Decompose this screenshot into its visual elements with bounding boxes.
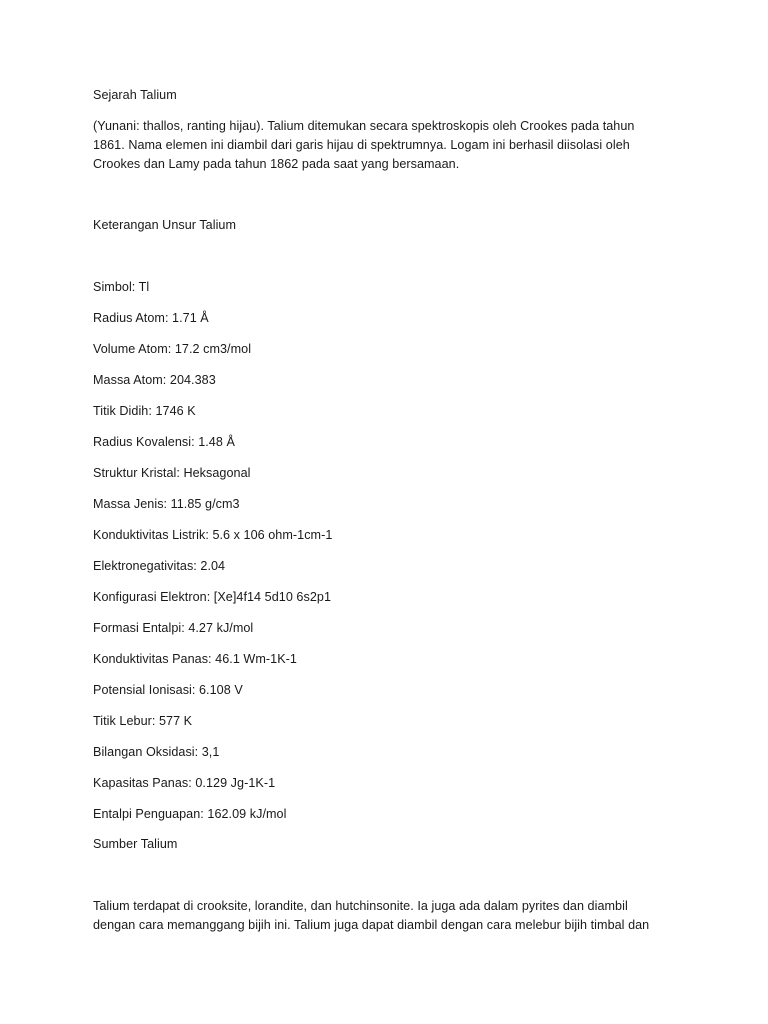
property-line: Konduktivitas Listrik: 5.6 x 106 ohm-1cm-1 (93, 528, 333, 542)
property-line: Kapasitas Panas: 0.129 Jg-1K-1 (93, 776, 276, 790)
property-line: Konfigurasi Elektron: [Xe]4f14 5d10 6s2p1 (93, 590, 331, 604)
source-paragraph-line: dengan cara memanggang bijih ini. Talium juga dapat diambil dengan cara melebur bijih timbal dan (93, 918, 650, 932)
property-line: Struktur Kristal: Heksagonal (93, 466, 251, 480)
property-line: Elektronegativitas: 2.04 (93, 559, 226, 573)
property-line: Massa Atom: 204.383 (93, 373, 216, 387)
source-paragraph-line: Talium terdapat di crooksite, lorandite, dan hutchinsonite. Ia juga ada dalam pyrites dan diambil (93, 899, 628, 913)
property-line: Simbol: Tl (93, 280, 150, 294)
property-line: Potensial Ionisasi: 6.108 V (93, 683, 243, 697)
property-line: Entalpi Penguapan: 162.09 kJ/mol (93, 807, 287, 821)
property-line: Radius Kovalensi: 1.48 Å (93, 435, 235, 449)
property-line: Konduktivitas Panas: 46.1 Wm-1K-1 (93, 652, 297, 666)
history-paragraph-line: 1861. Nama elemen ini diambil dari garis hijau di spektrumnya. Logam ini berhasil diisolasi oleh (93, 138, 630, 152)
document-title: Sejarah Talium (93, 88, 177, 102)
property-line: Massa Jenis: 11.85 g/cm3 (93, 497, 240, 511)
history-paragraph-line: (Yunani: thallos, ranting hijau). Talium ditemukan secara spektroskopis oleh Crookes pada tahun (93, 119, 635, 133)
history-paragraph-line: Crookes dan Lamy pada tahun 1862 pada saat yang bersamaan. (93, 157, 460, 171)
property-line: Formasi Entalpi: 4.27 kJ/mol (93, 621, 254, 635)
source-heading: Sumber Talium (93, 837, 178, 851)
section-heading: Keterangan Unsur Talium (93, 218, 237, 232)
property-line: Volume Atom: 17.2 cm3/mol (93, 342, 252, 356)
property-line: Titik Lebur: 577 K (93, 714, 193, 728)
property-line: Radius Atom: 1.71 Å (93, 311, 209, 325)
property-line: Bilangan Oksidasi: 3,1 (93, 745, 220, 759)
property-line: Titik Didih: 1746 K (93, 404, 196, 418)
